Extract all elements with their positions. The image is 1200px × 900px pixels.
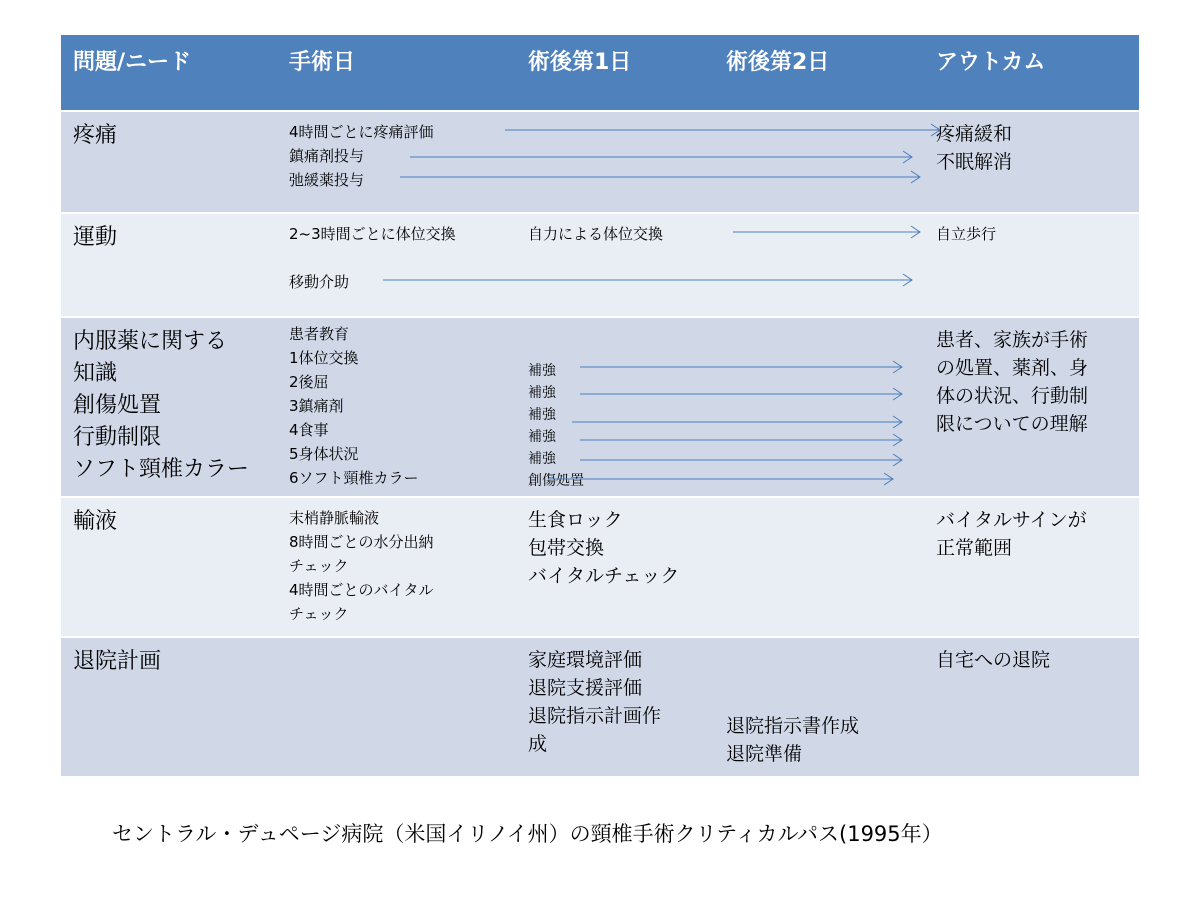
cell-text: 末梢静脈輸液 — [289, 509, 380, 527]
cell-text: 4食事 — [289, 421, 329, 439]
cell-text: 退院指示書作成 — [726, 715, 860, 737]
cell-text: 創傷処置 — [528, 473, 584, 489]
cell-text: チェック — [289, 605, 349, 623]
arrow-icon — [410, 151, 912, 163]
cell-text: 不眠解消 — [936, 151, 1013, 173]
cell-text: 6ソフト頸椎カラー — [289, 469, 419, 487]
cell-text: 3鎮痛剤 — [289, 397, 344, 415]
header-label: アウトカム — [936, 50, 1046, 75]
cell-text: 退院指示計画作 — [528, 705, 662, 727]
header-label: 問題/ニード — [73, 50, 192, 75]
cell-text: 包帯交換 — [528, 537, 605, 559]
cell-text: 補強 — [528, 429, 556, 445]
cell-text: 退院準備 — [726, 743, 803, 765]
cell-text: 5身体状況 — [289, 445, 359, 463]
arrow-icon — [733, 226, 920, 238]
cell-text: 補強 — [528, 407, 556, 423]
arrow-icon — [580, 434, 902, 446]
cell-text: 2~3時間ごとに体位交換 — [289, 225, 456, 243]
cell-text: 補強 — [528, 385, 556, 401]
cell-text: 疼痛緩和 — [936, 123, 1013, 145]
slide-caption: セントラル・デュページ病院（米国イリノイ州）の頸椎手術クリティカルパス(1995年） — [112, 822, 943, 846]
arrow-icon — [400, 171, 920, 183]
cell-text: バイタルチェック — [528, 565, 680, 587]
arrow-icon — [580, 361, 902, 373]
cell-text: 限についての理解 — [936, 413, 1088, 435]
header-label: 手術日 — [289, 50, 356, 75]
cell-text: 疼痛 — [73, 123, 118, 148]
cell-text: 補強 — [528, 363, 556, 379]
cell-text: 輸液 — [73, 509, 118, 534]
cell-text: 移動介助 — [289, 273, 350, 291]
cell-text: 行動制限 — [73, 425, 162, 450]
cell-text: 8時間ごとの水分出納 — [289, 533, 434, 551]
arrow-icon — [580, 388, 902, 400]
cell-text: 補強 — [528, 451, 556, 467]
cell-text: 正常範囲 — [936, 537, 1013, 559]
cell-text: 家庭環境評価 — [528, 649, 643, 671]
arrow-icon — [505, 124, 940, 136]
cell-text: 患者教育 — [289, 325, 350, 343]
cell-text: 創傷処置 — [73, 393, 162, 418]
cell-text: 4時間ごとに疼痛評価 — [289, 123, 434, 141]
cell-text: 生食ロック — [528, 509, 623, 531]
cell-text: 知識 — [73, 361, 118, 386]
cell-text: 退院計画 — [73, 649, 162, 674]
cell-text: ソフト頸椎カラー — [73, 457, 250, 482]
cell-text: の処置、薬剤、身 — [936, 357, 1089, 379]
arrow-icon — [580, 454, 902, 466]
arrow-icon — [383, 274, 912, 286]
header-label: 術後第1日 — [528, 50, 632, 75]
cell-text: 弛緩薬投与 — [289, 171, 365, 189]
cell-text: 内服薬に関する — [73, 329, 228, 354]
arrow-icon — [548, 473, 893, 485]
arrow-icon — [572, 416, 902, 428]
cell-text: 1体位交換 — [289, 349, 359, 367]
cell-text: 自力による体位交換 — [528, 225, 664, 243]
cell-text: 退院支援評価 — [528, 677, 643, 699]
cell-text: 患者、家族が手術 — [936, 329, 1089, 351]
cell-text: 4時間ごとのバイタル — [289, 581, 434, 599]
cell-text: 鎮痛剤投与 — [289, 147, 365, 165]
cell-text: 自立歩行 — [936, 225, 997, 243]
cell-text: 2後屈 — [289, 373, 329, 391]
cell-text: バイタルサインが — [936, 509, 1087, 531]
cell-text: 体の状況、行動制 — [936, 385, 1089, 407]
cell-text: 成 — [528, 733, 548, 755]
cell-text: 運動 — [73, 225, 118, 250]
header-label: 術後第2日 — [726, 50, 830, 75]
cell-text: チェック — [289, 557, 349, 575]
cell-text: 自宅への退院 — [936, 649, 1051, 671]
